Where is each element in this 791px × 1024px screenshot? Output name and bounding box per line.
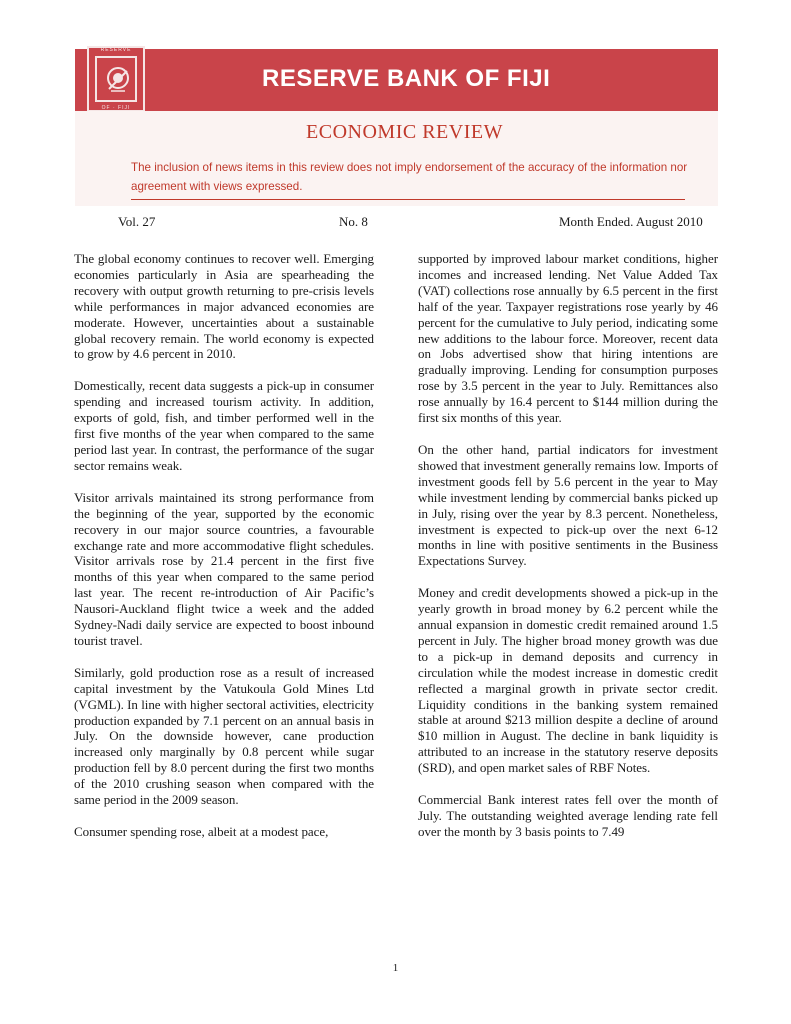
paragraph: On the other hand, partial indicators for investment showed that investment generally remains low. Imports of investment goods fell by 5.6 percent in the year to May while investment lending by commercial banks picked up in July, rising over the year by 8.3 percent. Nonetheless, investment is expected to pick-up over the next 6-12 months in line with positive sentiments in the Business Expectations Survey. xyxy=(418,441,718,569)
header-divider xyxy=(131,199,685,200)
paragraph: Commercial Bank interest rates fell over the month of July. The outstanding weighted average lending rate fell over the month by 3 basis points to 7.49 xyxy=(418,792,718,839)
publication-title: ECONOMIC REVIEW xyxy=(306,121,503,143)
paragraph: Consumer spending rose, albeit at a modest pace, xyxy=(74,824,329,839)
page-number: 1 xyxy=(392,962,399,974)
paragraph: supported by improved labour market conditions, higher incomes and increased lending. Net Value Added Tax (VAT) collections rose annually by 6.5 percent in the first half of the year. Taxpayer registrations rose yearly by 46 percent for the cumulative to July period, indicating some new additions to the labour force. Moreover, recent data on Jobs advertised show that hiring intentions are gradually improving. Lending for consumption purposes rose by 3.5 percent in the year to July. Remittances also rose annually by 16.4 percent to $144 million during the first six months of this year. xyxy=(418,251,718,426)
disclaimer-text: The inclusion of news items in this review does not imply endorsement of the accuracy of the information nor agreement with views expressed. xyxy=(131,161,688,193)
paragraph: Money and credit developments showed a pick-up in the yearly growth in broad money by 6.2 percent while the annual expansion in domestic credit remained around 1.5 percent in July. The higher broad money growth was due to a pick-up in demand deposits and currency in circulation while the modest increase in domestic credit reflected a marginal growth in private sector credit. Liquidity conditions in the banking system remained stable at around $213 million despite a decline of around $10 million in August. The decline in bank liquidity is attributed to an increase in the statutory reserve deposits (SRD), and open market sales of RBF Notes. xyxy=(418,585,718,776)
bank-name-heading: RESERVE BANK OF FIJI xyxy=(262,65,551,92)
bank-logo xyxy=(87,46,145,112)
month-ended-label: Month Ended. August 2010 xyxy=(559,214,703,229)
logo-frame xyxy=(95,56,137,102)
paragraph: Visitor arrivals maintained its strong performance from the beginning of the year, supported by the economic recovery in our major source countries, a favourable exchange rate and more accommodative flight schedules. Visitor arrivals rose by 21.4 percent in the first five months of this year when compared to the same period last year. The recent re-introduction of Air Pacific’s Nausori-Auckland flight twice a week and the added Sydney-Nadi daily service are expected to boost inbound tourist travel. xyxy=(74,489,374,648)
paragraph: Similarly, gold production rose as a result of increased capital investment by the Vatukoula Gold Mines Ltd (VGML). In line with higher sectoral activities, electricity production expanded by 7.1 percent on an annual basis in July. On the downside however, cane production increased only marginally by 0.8 percent while sugar production fell by 8.0 percent during the first two months of the 2010 crushing season when compared with the same period in the 2009 season. xyxy=(74,664,374,808)
logo-top-text: RESERVE xyxy=(100,47,132,53)
article-column-left xyxy=(74,251,374,856)
paragraph: Domestically, recent data suggests a pick-up in consumer spending and increased tourism activity. In addition, exports of gold, fish, and timber performed well in the first five months of the year when compared to the same period last year. In contrast, the performance of the sugar sector remains weak. xyxy=(74,378,374,473)
article-column-right xyxy=(418,251,718,856)
paragraph: The global economy continues to recover well. Emerging economies particularly in Asia are spearheading the recovery with output growth returning to pre-crisis levels while performances in major advanced economies are moderate. However, uncertainties about a sustainable global recovery remain. The world economy is expected to grow by 4.6 percent in 2010. xyxy=(74,251,374,362)
bank-emblem-icon xyxy=(105,65,131,93)
volume-label: Vol. 27 xyxy=(118,214,156,229)
issue-number: No. 8 xyxy=(339,214,368,229)
logo-bottom-text: OF · FIJI xyxy=(101,105,131,111)
